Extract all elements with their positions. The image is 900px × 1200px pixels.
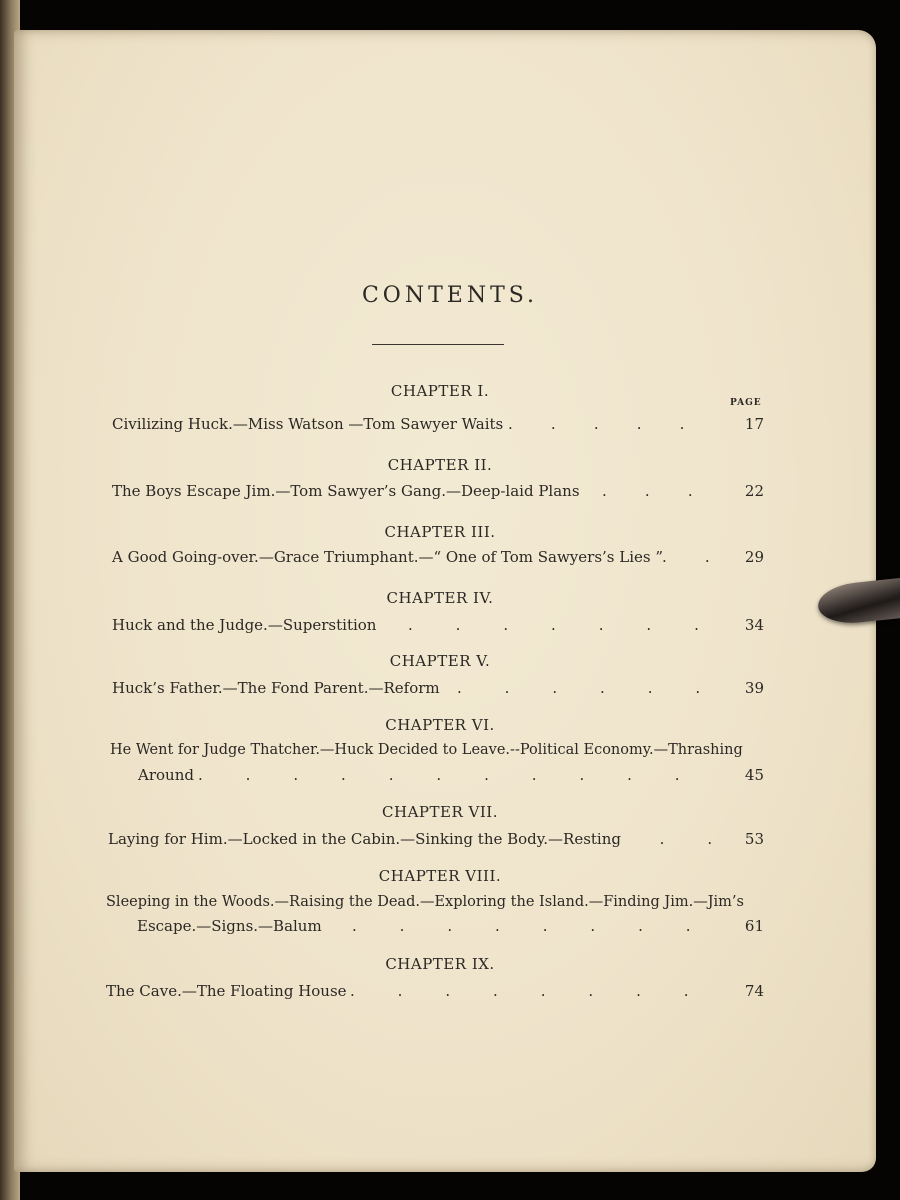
chapter-heading: CHAPTER VII. [382, 803, 498, 821]
page-number: 29 [744, 548, 764, 566]
page-number: 53 [744, 830, 764, 848]
dot-leader: . . . . . . . . [352, 917, 691, 935]
page-number: 17 [744, 415, 764, 433]
chapter-heading: CHAPTER IV. [386, 589, 494, 607]
chapter-heading: CHAPTER VIII. [378, 867, 502, 885]
page-title: CONTENTS. [361, 283, 539, 308]
page-column-label: PAGE [730, 398, 762, 408]
entry-text: He Went for Judge Thatcher.—Huck Decided to Leave.--Political Economy.—Thrashing [110, 742, 743, 758]
entry-text: Huck’s Father.—The Fond Parent.—Reform [112, 679, 440, 697]
dot-leader: . . . . . . . [408, 616, 699, 634]
dot-leader: . . . . . [508, 415, 685, 433]
dot-leader: . . . [612, 830, 713, 848]
page-number: 22 [744, 482, 764, 500]
page-number: 34 [744, 616, 764, 634]
page-number: 45 [744, 766, 764, 784]
dot-leader: . . . . . . [457, 679, 701, 697]
dot-leader: . . . [602, 482, 693, 500]
entry-text-continued: Escape.—Signs.—Balum [137, 917, 322, 935]
chapter-heading: CHAPTER II. [387, 456, 493, 474]
entry-text: The Boys Escape Jim.—Tom Sawyer’s Gang.—Deep-laid Plans [112, 482, 580, 500]
title-rule [372, 344, 504, 345]
dot-leader: . . . . . . . . [350, 982, 689, 1000]
chapter-heading: CHAPTER I. [390, 382, 490, 400]
page-number: 74 [744, 982, 764, 1000]
entry-text: Sleeping in the Woods.—Raising the Dead.—Exploring the Island.—Finding Jim.—Jim’s [106, 894, 744, 910]
entry-text: The Cave.—The Floating House [106, 982, 347, 1000]
entry-text: A Good Going-over.—Grace Triumphant.—“ One of Tom Sawyers’s Lies ” [112, 548, 664, 566]
chapter-heading: CHAPTER VI. [385, 716, 495, 734]
entry-text: Civilizing Huck.—Miss Watson —Tom Sawyer Waits [112, 415, 504, 433]
page-number: 61 [744, 917, 764, 935]
chapter-heading: CHAPTER V. [389, 652, 491, 670]
entry-text-continued: Around [138, 766, 194, 784]
entry-text: Laying for Him.—Locked in the Cabin.—Sinking the Body.—Resting [108, 830, 621, 848]
chapter-heading: CHAPTER IX. [385, 955, 495, 973]
entry-text: Huck and the Judge.—Superstition [112, 616, 377, 634]
chapter-heading: CHAPTER III. [384, 523, 496, 541]
dot-leader: . . . . . . . . . . . [198, 766, 680, 784]
page-number: 39 [744, 679, 764, 697]
dot-leader: . . [662, 548, 710, 566]
